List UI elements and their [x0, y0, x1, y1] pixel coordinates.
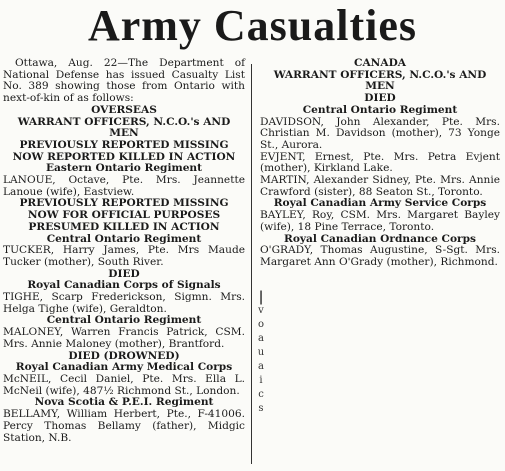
casualty-entry: MARTIN, Alexander Sidney, Pte. Mrs. Annie Crawford (sister), 88 Seaton St., Toronto.	[260, 174, 500, 198]
section-heading: OVERSEAS	[91, 103, 157, 116]
section-heading: PREVIOUSLY REPORTED MISSING NOW REPORTED KILLED IN ACTION	[12, 138, 236, 163]
section-heading: WARRANT OFFICERS, N.C.O.'s AND MEN	[273, 68, 487, 93]
margin-bar-mark: |	[258, 289, 264, 305]
casualty-entry: O'GRADY, Thomas Augustine, S-Sgt. Mrs. Margaret Ann O'Grady (mother), Richmond.	[260, 244, 500, 268]
section-heading: DIED	[364, 92, 396, 105]
section-heading: Nova Scotia & P.E.I. Regiment	[34, 396, 214, 409]
casualty-entry: DAVIDSON, John Alexander, Pte. Mrs. Christian M. Davidson (mother), 73 Yonge St., Aurora.	[260, 115, 500, 151]
margin-letter: v	[258, 305, 264, 316]
casualty-entry: McNEIL, Cecil Daniel, Pte. Mrs. Ella L. McNeil (wife), 487½ Richmond St., London.	[3, 372, 245, 397]
section-heading: WARRANT OFFICERS, N.C.O.'s AND MEN	[17, 115, 231, 140]
right-column	[260, 58, 500, 269]
casualty-entry: BELLAMY, William Herbert, Pte., F-41006. Percy Thomas Bellamy (father), Midgic Station, N.B.	[3, 408, 245, 444]
margin-letter: o	[257, 319, 265, 330]
casualty-entry: EVJENT, Ernest, Pte. Mrs. Petra Evjent (mother), Kirkland Lake.	[260, 150, 500, 175]
margin-letter: a	[258, 361, 264, 372]
section-heading: Royal Canadian Army Medical Corps	[15, 361, 233, 374]
section-heading: Central Ontario Regiment	[46, 232, 202, 245]
section-heading: Royal Canadian Corps of Signals	[27, 279, 221, 292]
intro-paragraph: Ottawa, Aug. 22—The Department of National Defense has issued Casualty List No. 389 showing those from Ontario with next-of-kin of as follows:	[3, 57, 245, 105]
margin-letter: a	[258, 333, 264, 344]
margin-letter: s	[258, 403, 264, 414]
casualty-entry: TUCKER, Harry James, Pte. Mrs Maude Tucker (mother), South River.	[3, 244, 245, 268]
margin-letter: u	[257, 347, 265, 358]
left-sections	[3, 105, 245, 444]
casualty-entry: LANOUE, Octave, Pte. Mrs. Jeannette Lanoue (wife), Eastview.	[3, 174, 245, 198]
section-heading: Royal Canadian Army Service Corps	[273, 197, 487, 210]
margin-letter: c	[258, 389, 264, 400]
right-sections	[260, 58, 500, 269]
margin-letters	[254, 290, 268, 416]
column-rule	[251, 64, 252, 464]
casualty-entry: TIGHE, Scarp Frederickson, Sigmn. Mrs. Helga Tighe (wife), Geraldton.	[3, 291, 245, 315]
section-heading: DIED (DROWNED)	[68, 349, 180, 362]
casualty-entry: MALONEY, Warren Francis Patrick, CSM. Mrs. Annie Maloney (mother), Brantford.	[3, 326, 245, 350]
section-heading: PREVIOUSLY REPORTED MISSING NOW FOR OFFICIAL PURPOSES PRESUMED KILLED IN ACTION	[19, 197, 229, 233]
left-column	[3, 58, 245, 444]
section-heading: Central Ontario Regiment	[302, 103, 458, 116]
section-heading: DIED	[108, 267, 140, 280]
section-heading: Royal Canadian Ordnance Corps	[284, 232, 476, 245]
headline: Army Casualties	[87, 1, 418, 50]
section-heading: CANADA	[354, 57, 406, 69]
section-heading: Eastern Ontario Regiment	[45, 162, 203, 175]
margin-letter: i	[259, 375, 263, 386]
section-heading: Central Ontario Regiment	[46, 314, 202, 327]
casualty-entry: BAYLEY, Roy, CSM. Mrs. Margaret Bayley (wife), 18 Pine Terrace, Toronto.	[260, 209, 500, 233]
